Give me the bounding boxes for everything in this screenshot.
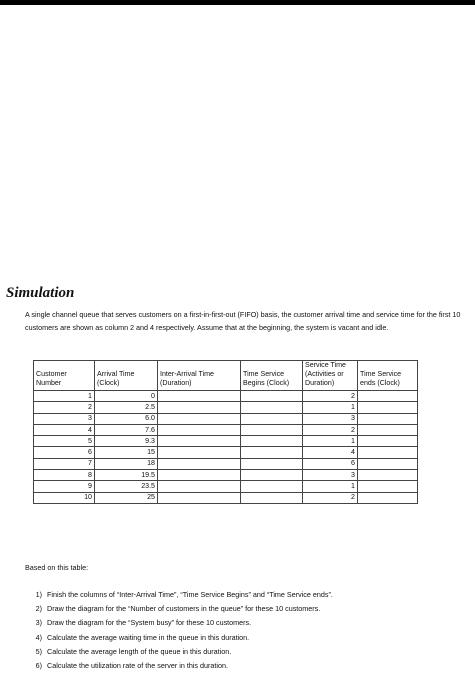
cell-service-time: 2	[303, 391, 358, 402]
cell-customer-number: 7	[34, 458, 95, 469]
question-number: 2)	[35, 604, 42, 614]
question-list	[22, 588, 333, 673]
cell-inter-arrival	[158, 402, 241, 413]
cell-service-begins	[241, 447, 303, 458]
cell-arrival-time: 15	[95, 447, 158, 458]
cell-inter-arrival	[158, 413, 241, 424]
cell-inter-arrival	[158, 436, 241, 447]
header-service-ends: Time Service ends (Clock)	[358, 361, 418, 391]
cell-arrival-time: 2.5	[95, 402, 158, 413]
question-item	[22, 659, 333, 673]
table-row	[34, 470, 418, 481]
header-customer-number: Customer Number	[34, 361, 95, 391]
intro-paragraph: A single channel queue that serves customers on a first-in-first-out (FIFO) basis, the customer arrival time and service time for the first 10 customers are shown as column 2 and 4 respectively. Assume that at the beginning, the system is vacant and idle.	[25, 310, 461, 332]
header-service-begins: Time Service Begins (Clock)	[241, 361, 303, 391]
cell-service-time: 1	[303, 436, 358, 447]
question-number: 3)	[35, 618, 42, 628]
cell-inter-arrival	[158, 424, 241, 435]
cell-inter-arrival	[158, 481, 241, 492]
cell-service-begins	[241, 391, 303, 402]
question-item	[22, 631, 333, 645]
question-number: 4)	[35, 632, 42, 642]
cell-customer-number: 1	[34, 391, 95, 402]
question-item	[22, 616, 333, 630]
table-row	[34, 447, 418, 458]
cell-customer-number: 10	[34, 492, 95, 503]
cell-service-ends	[358, 402, 418, 413]
cell-service-ends	[358, 458, 418, 469]
question-text: Draw the diagram for the “System busy” for these 10 customers.	[47, 618, 252, 628]
question-item	[22, 602, 333, 616]
cell-service-begins	[241, 458, 303, 469]
question-text: Calculate the average waiting time in the queue in this duration.	[47, 632, 250, 642]
cell-customer-number: 5	[34, 436, 95, 447]
table-row	[34, 424, 418, 435]
question-number: 6)	[35, 661, 42, 671]
cell-inter-arrival	[158, 470, 241, 481]
cell-service-begins	[241, 470, 303, 481]
question-number: 5)	[35, 646, 42, 656]
cell-service-ends	[358, 481, 418, 492]
cell-service-begins	[241, 424, 303, 435]
cell-inter-arrival	[158, 492, 241, 503]
header-service-time: Service Time (Activities or Duration)	[303, 361, 358, 391]
header-inter-arrival: Inter-Arrival Time (Duration)	[158, 361, 241, 391]
cell-customer-number: 8	[34, 470, 95, 481]
cell-inter-arrival	[158, 458, 241, 469]
cell-service-time: 2	[303, 492, 358, 503]
based-on-label: Based on this table:	[25, 563, 89, 572]
cell-service-ends	[358, 436, 418, 447]
cell-service-time: 3	[303, 413, 358, 424]
table-row	[34, 402, 418, 413]
cell-service-ends	[358, 391, 418, 402]
cell-arrival-time: 19.5	[95, 470, 158, 481]
table-row	[34, 413, 418, 424]
cell-service-time: 4	[303, 447, 358, 458]
cell-service-ends	[358, 413, 418, 424]
cell-inter-arrival	[158, 391, 241, 402]
cell-service-time: 6	[303, 458, 358, 469]
cell-service-begins	[241, 436, 303, 447]
table-header-row	[34, 361, 418, 391]
cell-customer-number: 4	[34, 424, 95, 435]
cell-service-ends	[358, 447, 418, 458]
top-border	[0, 0, 475, 5]
cell-service-begins	[241, 413, 303, 424]
table-row	[34, 436, 418, 447]
cell-arrival-time: 25	[95, 492, 158, 503]
cell-service-ends	[358, 470, 418, 481]
cell-arrival-time: 9.3	[95, 436, 158, 447]
cell-service-time: 3	[303, 470, 358, 481]
cell-customer-number: 2	[34, 402, 95, 413]
cell-arrival-time: 6.0	[95, 413, 158, 424]
cell-arrival-time: 0	[95, 391, 158, 402]
simulation-table	[33, 360, 418, 504]
cell-customer-number: 9	[34, 481, 95, 492]
cell-service-time: 1	[303, 481, 358, 492]
question-item	[22, 645, 333, 659]
cell-service-time: 1	[303, 402, 358, 413]
question-text: Calculate the average length of the queue in this duration.	[47, 646, 232, 656]
question-number: 1)	[35, 590, 42, 599]
question-text: Finish the columns of “Inter-Arrival Time”, “Time Service Begins” and “Time Service ends”.	[47, 590, 333, 599]
question-text: Draw the diagram for the “Number of customers in the queue” for these 10 customers.	[47, 604, 321, 614]
table-row	[34, 458, 418, 469]
table-row	[34, 391, 418, 402]
cell-customer-number: 6	[34, 447, 95, 458]
section-heading: Simulation	[6, 285, 75, 301]
table-row	[34, 481, 418, 492]
cell-inter-arrival	[158, 447, 241, 458]
cell-customer-number: 3	[34, 413, 95, 424]
cell-service-begins	[241, 402, 303, 413]
question-item	[22, 588, 333, 602]
question-text: Calculate the utilization rate of the server in this duration.	[47, 661, 228, 671]
cell-arrival-time: 23.5	[95, 481, 158, 492]
cell-service-begins	[241, 481, 303, 492]
cell-service-time: 2	[303, 424, 358, 435]
header-arrival-time: Arrival Time (Clock)	[95, 361, 158, 391]
cell-service-ends	[358, 492, 418, 503]
cell-service-ends	[358, 424, 418, 435]
cell-arrival-time: 18	[95, 458, 158, 469]
table-row	[34, 492, 418, 503]
cell-service-begins	[241, 492, 303, 503]
cell-arrival-time: 7.6	[95, 424, 158, 435]
